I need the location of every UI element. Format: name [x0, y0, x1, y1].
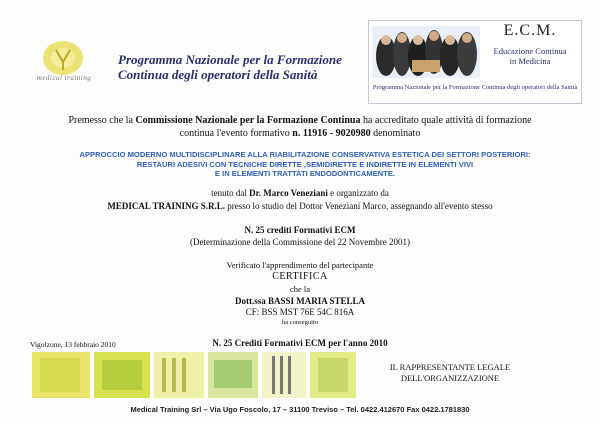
footer-address: Medical Training Srl – Via Ugo Foscolo, 17 – 31100 Treviso – Tel. 0422.412670 Fax 0422.1781830 — [130, 405, 470, 414]
program-title-line2: Continua degli operatori della Sanità — [118, 67, 318, 82]
program-title-line1: Programma Nazionale per la Formazione — [118, 52, 342, 67]
premise-text: denominato — [370, 128, 421, 139]
determination: (Determinazione della Commissione del 22 Novembre 2001) — [190, 237, 410, 247]
verified-text: Verificato l'apprendimento del partecipante — [226, 260, 374, 270]
ecm-title: E.C.M. — [503, 22, 557, 39]
premise-text: continua l'evento formativo — [179, 128, 293, 139]
ecm-subtitle — [482, 46, 578, 66]
ecm-subtitle-line2: in Medicina — [509, 56, 551, 66]
che-la-text: che la — [289, 284, 311, 294]
credits-year: N. 25 Crediti Formativi ECM per l'anno 2010 — [212, 338, 388, 348]
event-title — [40, 150, 570, 179]
legal-representative-line1: IL RAPPRESENTANTE LEGALE — [389, 362, 511, 372]
program-title — [118, 52, 378, 82]
ecm-subtitle-line1: Educazione Continua — [493, 46, 567, 56]
decorative-image-strip — [32, 348, 358, 400]
logo-text: medical training — [36, 74, 92, 82]
place-date: Vigolzone, 13 febbraio 2010 — [30, 340, 116, 349]
legal-representative-line2: DELL'ORGANIZZAZIONE — [400, 373, 500, 383]
ecm-footer: Programma Nazionale per la Formazione Continua degli operatori della Sanità — [372, 84, 578, 91]
premise-paragraph — [0, 114, 600, 140]
event-title-line2: RESTAURI ADESIVI CON TECNICHE DIRETTE ,SEMIDIRETTE E INDIRETTE IN ELEMENTI VIVI — [136, 159, 474, 169]
held-by-text: e organizzato da — [327, 188, 389, 198]
organizer-name: MEDICAL TRAINING S.R.L. — [107, 201, 225, 211]
held-by — [0, 188, 600, 198]
organizer-text: presso lo studio del Dottor Veneziani Marco, assegnando all'evento stesso — [224, 201, 493, 211]
event-title-line3: E IN ELEMENTI TRATTATI ENDODONTICAMENTE. — [214, 169, 396, 178]
ecm-photo-image — [372, 26, 480, 78]
participant-name: Dott.ssa BASSI MARIA STELLA — [234, 296, 366, 306]
legal-representative — [350, 362, 550, 384]
speaker-name: Dr. Marco Veneziani — [249, 188, 328, 198]
fiscal-code: CF: BSS MST 76E 54C 816A — [245, 307, 355, 317]
premise-text: ha accreditato quale attività di formazione — [360, 115, 532, 126]
commission-name: Commissione Nazionale per la Formazione Continua — [135, 115, 361, 126]
certifica-heading: CERTIFICA — [272, 271, 328, 282]
conseguito-text: ha conseguito — [282, 319, 318, 326]
event-title-line1: APPROCCIO MODERNO MULTIDISCIPLINARE ALLA RIABILITAZIONE CONSERVATIVA ESTETICA DEI SETTORI POSTERIORI: — [79, 150, 531, 159]
premise-text: Premesso che la — [68, 115, 136, 126]
organizer — [0, 201, 600, 211]
held-by-text: tenuto dal — [211, 188, 250, 198]
event-number: n. 11916 - 9020980 — [292, 128, 371, 139]
credits-awarded: N. 25 crediti Formativi ECM — [244, 225, 356, 235]
